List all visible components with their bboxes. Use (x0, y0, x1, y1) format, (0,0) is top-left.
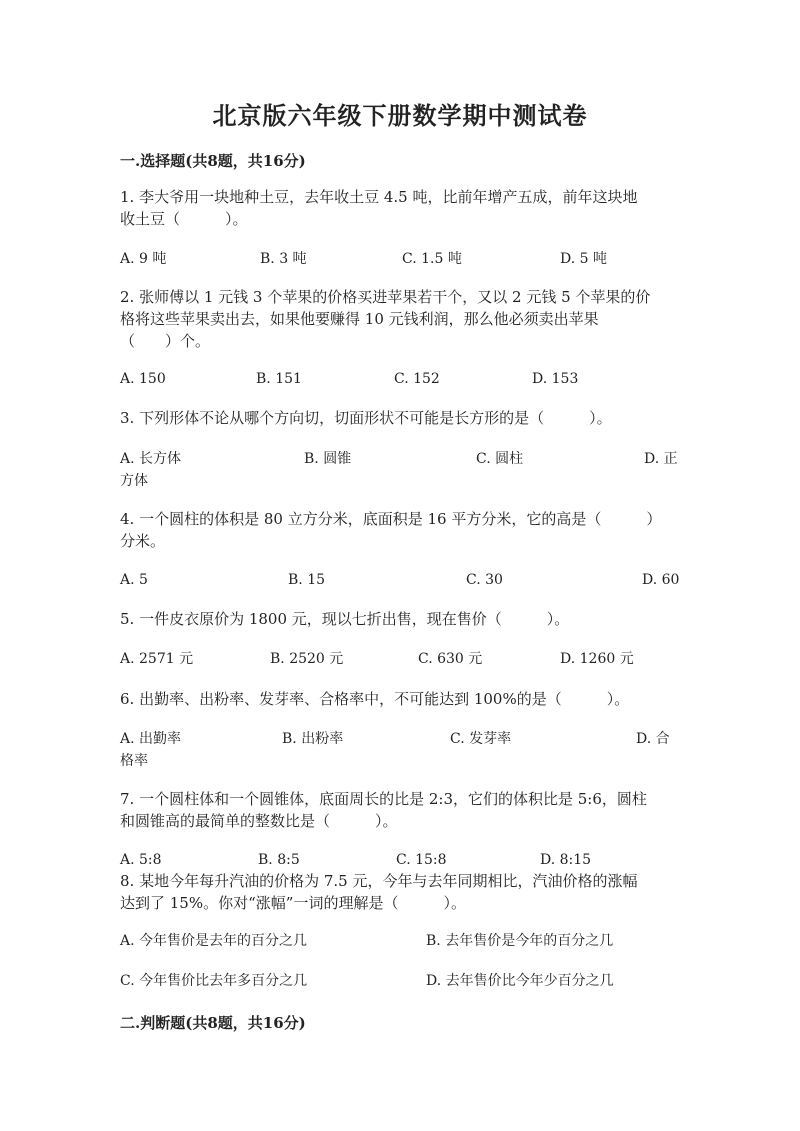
question-stem-line: 分米。 (120, 532, 166, 550)
question-stem-line: 1. 李大爷用一块地种土豆，去年收土豆 4.5 吨，比前年增产五成，前年这块地 (120, 188, 638, 206)
option-b: B. 151 (256, 371, 302, 387)
question-2 (120, 286, 680, 352)
option-c: C. 630 元 (418, 651, 483, 667)
option-d-wrap: 方体 (120, 473, 148, 489)
option-c: C. 30 (466, 572, 503, 588)
option-a: A. 2571 元 (120, 651, 194, 667)
option-c: C. 发芽率 (450, 731, 512, 747)
question-stem-line: （ ）个。 (120, 332, 211, 350)
option-d: D. 合 (636, 731, 670, 747)
option-a: A. 今年售价是去年的百分之几 (120, 933, 308, 949)
option-d: D. 153 (532, 371, 579, 387)
option-b: B. 3 吨 (260, 251, 307, 267)
option-c: C. 15:8 (396, 852, 447, 868)
question-stem-line: 和圆锥高的最简单的整数比是（ ）。 (120, 812, 398, 830)
option-a: A. 长方体 (120, 451, 182, 467)
option-a: A. 9 吨 (120, 251, 167, 267)
question-4 (120, 508, 680, 552)
question-5 (120, 608, 680, 630)
option-b: B. 15 (288, 572, 326, 588)
question-stem-line: 达到了 15%。你对“涨幅”一词的理解是（ ）。 (120, 894, 466, 912)
option-b: B. 去年售价是今年的百分之几 (426, 933, 614, 949)
option-b: B. 2520 元 (270, 651, 344, 667)
option-a: A. 150 (120, 371, 166, 387)
option-c: C. 152 (394, 371, 440, 387)
question-stem-line: 5. 一件皮衣原价为 1800 元，现以七折出售，现在售价（ ）。 (120, 610, 570, 628)
option-d: D. 去年售价比今年少百分之几 (426, 973, 614, 989)
page-title: 北京版六年级下册数学期中测试卷 (212, 101, 588, 130)
option-b: B. 圆锥 (304, 451, 352, 467)
option-c: C. 圆柱 (476, 451, 524, 467)
option-a: A. 出勤率 (120, 731, 182, 747)
question-stem-line: 8. 某地今年每升汽油的价格为 7.5 元，今年与去年同期相比，汽油价格的涨幅 (120, 872, 638, 890)
option-d-wrap: 格率 (120, 753, 148, 769)
question-stem-line: 7. 一个圆柱体和一个圆锥体，底面周长的比是 2:3，它们的体积比是 5:6，圆柱 (120, 790, 647, 808)
option-d: D. 正 (644, 451, 678, 467)
question-8 (120, 870, 680, 914)
question-stem-line: 收土豆（ ）。 (120, 210, 248, 228)
option-d: D. 1260 元 (560, 651, 634, 667)
question-3 (120, 407, 680, 429)
question-stem-line: 4. 一个圆柱的体积是 80 立方分米，底面积是 16 平方分米，它的高是（ ） (120, 510, 662, 528)
option-b: B. 出粉率 (282, 731, 344, 747)
section-heading-judgment: 二.判断题(共8题，共16分) (120, 1014, 306, 1032)
option-d: D. 8:15 (540, 852, 592, 868)
question-7 (120, 788, 680, 832)
question-stem-line: 6. 出勤率、出粉率、发芽率、合格率中，不可能达到 100%的是（ ）。 (120, 690, 630, 708)
option-d: D. 60 (642, 572, 680, 588)
question-6 (120, 688, 680, 710)
option-b: B. 8:5 (258, 852, 300, 868)
question-stem-line: 3. 下列形体不论从哪个方向切，切面形状不可能是长方形的是（ ）。 (120, 409, 612, 427)
option-a: A. 5:8 (120, 852, 162, 868)
question-1 (120, 186, 680, 230)
section-heading-choice: 一.选择题(共8题，共16分) (120, 152, 306, 170)
question-stem-line: 格将这些苹果卖出去，如果他要赚得 10 元钱利润，那么他必须卖出苹果 (120, 310, 599, 328)
option-c: C. 1.5 吨 (402, 251, 462, 267)
question-stem-line: 2. 张师傅以 1 元钱 3 个苹果的价格买进苹果若干个，又以 2 元钱 5 个苹果的价 (120, 288, 651, 306)
option-a: A. 5 (120, 572, 148, 588)
option-c: C. 今年售价比去年多百分之几 (120, 973, 308, 989)
option-d: D. 5 吨 (560, 251, 607, 267)
